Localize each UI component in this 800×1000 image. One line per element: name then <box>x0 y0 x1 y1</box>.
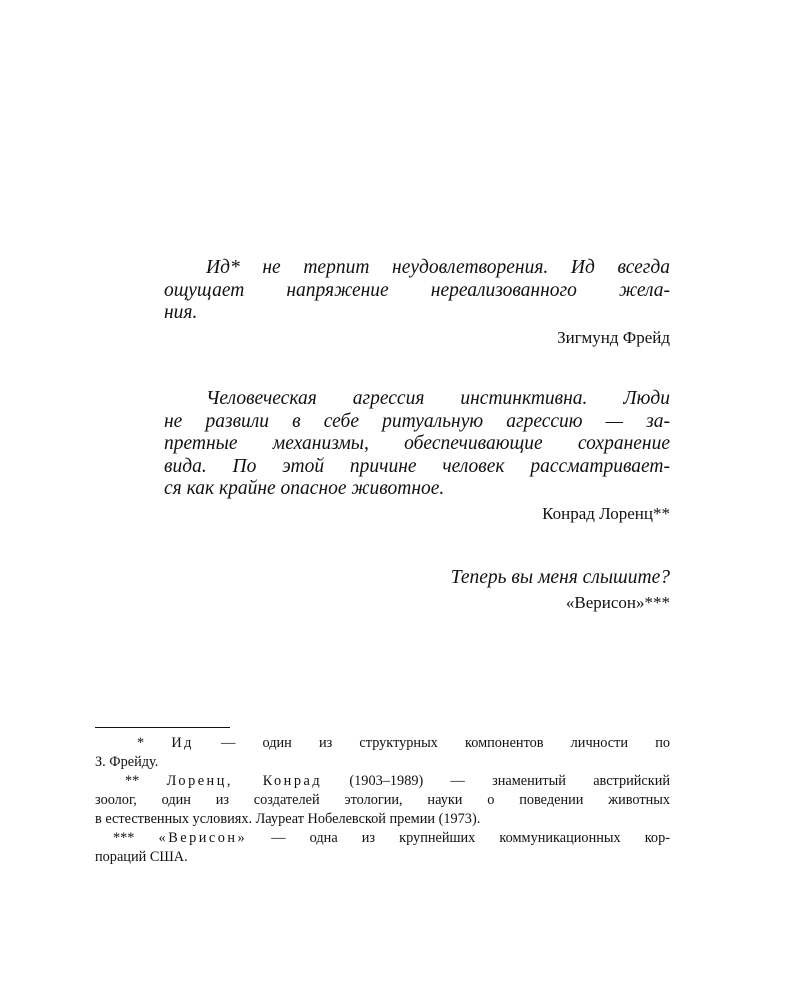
footnote-2 <box>95 772 670 791</box>
footnote-marker: ** <box>125 773 140 789</box>
epigraph-quote <box>164 257 670 325</box>
footnote-text: в естественных условиях. Лауреат Нобелевской премии (1973). <box>95 811 481 827</box>
quote-line: вида. По этой причине человек рассматривает- <box>164 455 670 477</box>
quote-line: Ид* не терпит неудовлетворения. Ид всегда <box>206 257 670 278</box>
footnote-term: «Верисон» <box>158 830 248 846</box>
epigraph-verizon <box>164 567 670 614</box>
footnote-text: зоолог, один из создателей этологии, науки о поведении животных <box>95 792 670 808</box>
epigraph-author: Конрад Лоренц** <box>542 503 670 523</box>
epigraph-author: «Верисон»*** <box>565 592 670 612</box>
quote-line: ния. <box>164 302 198 323</box>
footnote-text: (1903–1989) — знаменитый австрийский <box>349 773 671 789</box>
epigraph-freud <box>164 257 670 349</box>
quote-line: Человеческая агрессия инстинктивна. Люди <box>206 388 670 409</box>
footnote-3 <box>95 829 670 848</box>
footnote-marker: * <box>137 735 145 751</box>
epigraph-quote <box>164 567 670 590</box>
epigraph-lorenz <box>164 388 670 525</box>
footnote-text: З. Фрейду. <box>95 754 159 770</box>
quote-line: не развили в себе ритуальную агрессию — за- <box>164 410 670 432</box>
quote-line: ощущает напряжение нереализованного жела- <box>164 279 670 301</box>
footnote-term: Ид <box>171 735 194 751</box>
quote-line: Теперь вы меня слышите? <box>450 567 670 588</box>
quote-line: ся как крайне опасное животное. <box>164 478 445 499</box>
footnote-term: Лоренц, Конрад <box>166 773 323 789</box>
footnote-text: — один из структурных компонентов личности по <box>221 735 670 751</box>
epigraph-quote <box>164 388 670 501</box>
footnote-separator <box>95 727 230 728</box>
footnote-text: пораций США. <box>95 849 188 865</box>
footnote-text: — одна из крупнейших коммуникационных кор- <box>271 830 670 846</box>
quote-line: претные механизмы, обеспечивающие сохранение <box>164 433 670 454</box>
footnotes <box>95 734 670 867</box>
footnote-marker: *** <box>113 830 135 846</box>
footnote-1 <box>95 734 670 753</box>
epigraph-author: Зигмунд Фрейд <box>557 327 670 347</box>
